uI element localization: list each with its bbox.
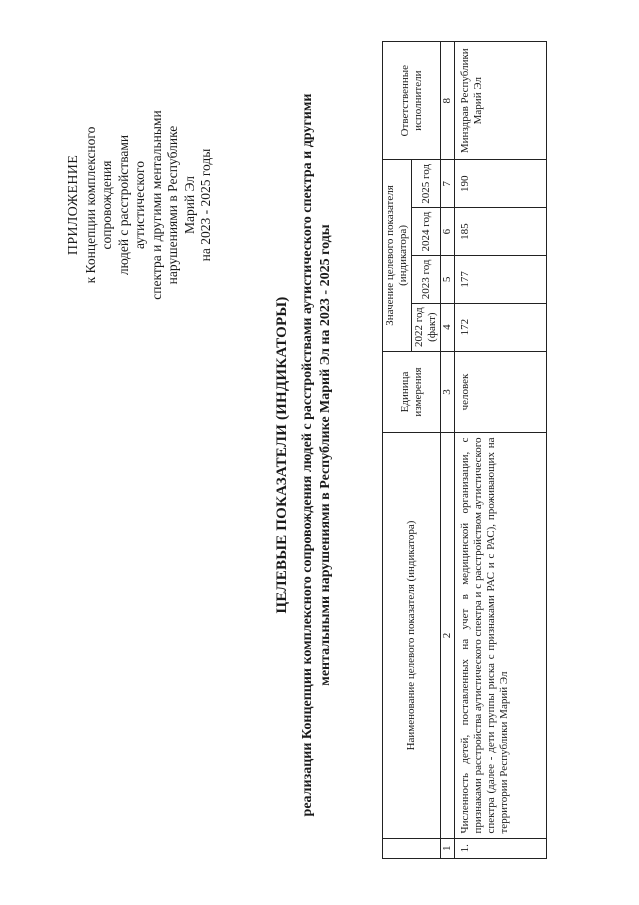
value-2023: 177 [455,255,547,303]
document-title: ЦЕЛЕВЫЕ ПОКАЗАТЕЛИ (ИНДИКАТОРЫ) [274,296,290,614]
header-number-cell [383,838,441,858]
appendix-line: нарушениями в Республике Марий Эл [165,125,197,285]
table-row [455,42,547,859]
column-numbers-row [441,42,455,859]
table-header-row [383,42,412,859]
appendix-line: к Концепции комплексного сопровождения [82,126,114,284]
document-subtitle [299,55,335,855]
column-number: 4 [441,303,455,351]
indicator-name: Численность детей, поставленных на учет в медицинской организации, с признаками расстройства аутистического спектра и с расстройством аутистического спектра (далее - дети группы риска с признаками РАС и с РАС), проживающих на территории Республики Марий Эл [455,433,547,838]
column-number: 7 [441,160,455,208]
header-unit: Единица измерения [383,351,441,433]
subtitle-line: ментальными нарушениями в Республике Марий Эл на 2023 - 2025 годы [318,224,333,686]
header-year-2025: 2025 год [412,160,441,208]
header-year-2024: 2024 год [412,208,441,256]
column-number: 3 [441,351,455,433]
column-number: 1 [441,838,455,858]
row-number: 1. [455,838,547,858]
appendix-line: спектра и другими ментальными [148,110,164,300]
header-value-group: Значение целевого показателя (индикатора) [383,160,412,351]
header-year-2023: 2023 год [412,255,441,303]
column-number: 2 [441,433,455,838]
indicator-unit: человек [455,351,547,433]
indicators-table [382,41,547,859]
column-number: 5 [441,255,455,303]
appendix-title: ПРИЛОЖЕНИЕ [66,154,81,256]
value-2025: 190 [455,160,547,208]
appendix-line: людей с расстройствами аутистического [115,134,147,276]
executors: Минздрав Республики Марий Эл [455,42,547,160]
header-executors: Ответственные исполнители [383,42,441,160]
appendix-block [66,105,215,305]
header-name: Наименование целевого показателя (индикатора) [383,433,441,838]
column-number: 6 [441,208,455,256]
subtitle-line: реализации Концепции комплексного сопровождения людей с расстройствами аутистического спектра и другими [300,93,315,817]
column-number: 8 [441,42,455,160]
header-year-2022: 2022 год (факт) [412,303,441,351]
appendix-line: на 2023 - 2025 годы [198,148,213,262]
value-2022: 172 [455,303,547,351]
value-2024: 185 [455,208,547,256]
